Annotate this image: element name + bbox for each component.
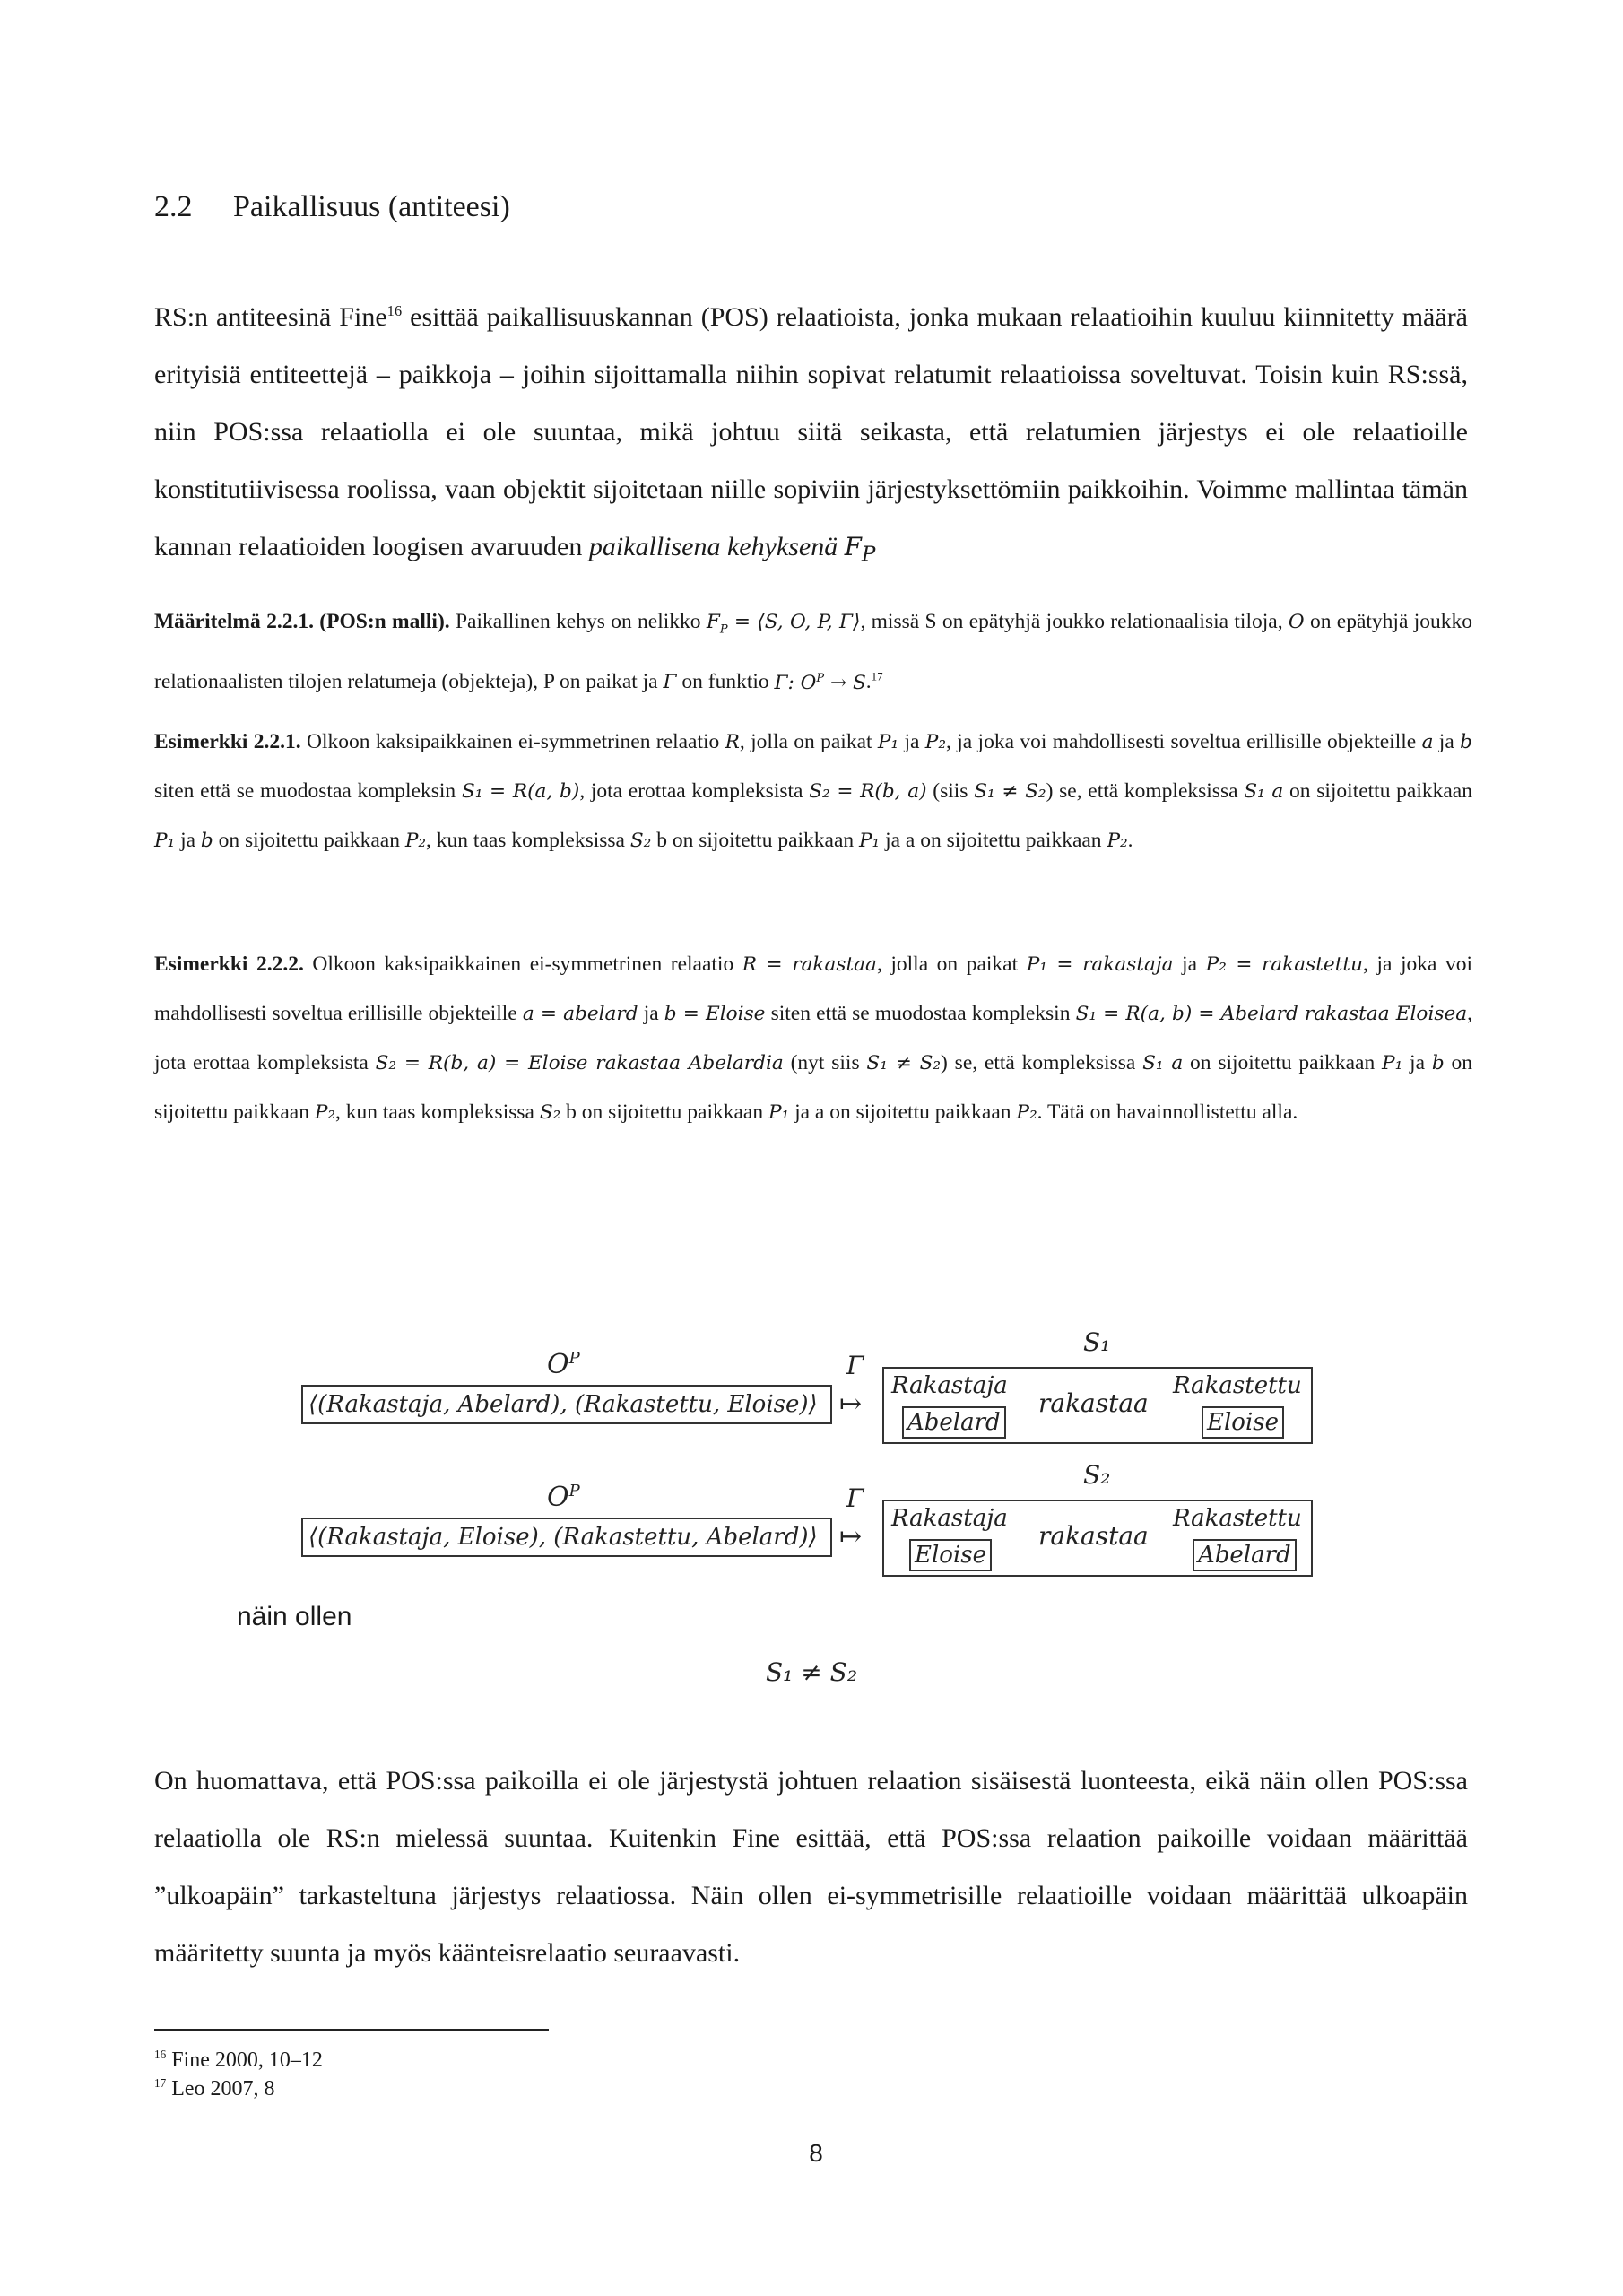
example-1-block: Esimerkki 2.2.1. Olkoon kaksipaikkainen ei-symmetrinen relaatio R, jolla on paikat P₁ ja P₂, ja joka voi mahdollisesti soveltua erillisille objekteille a ja b siten että se muodostaa kompleksin S₁ = R(a, b), jota erottaa kompleksista S₂ = R(b, a) (siis S₁ ≠ S₂) se, että kompleksissa S₁ a on sijoitettu paikkaan P₁ ja b on sijoitettu paikkaan P₂, kun taas kompleksissa S₂ b on sijoitettu paikkaan P₁ ja a on sijoitettu paikkaan P₂. <box>154 730 1472 852</box>
object-box: Abelard <box>1193 1539 1297 1571</box>
maps-to-arrow: ↦ <box>839 1521 863 1552</box>
place-label: Rakastaja <box>891 1372 1008 1399</box>
example-label: Esimerkki 2.2.2. <box>154 952 304 976</box>
relation-label: rakastaa <box>1038 1388 1149 1418</box>
conclusion-expression: S₁ ≠ S₂ <box>766 1657 858 1687</box>
state-label: S₁ <box>1083 1327 1111 1357</box>
example-label: Esimerkki 2.2.1. <box>154 730 301 753</box>
math-expression: Γ <box>663 671 677 694</box>
math-expression: O <box>1288 611 1305 633</box>
math-expression: Γ: $O^P \to S$ <box>774 671 866 694</box>
footnote-ref[interactable]: 16 <box>386 302 403 319</box>
body-paragraph: On huomattava, että POS:ssa paikoilla ei ole järjestystä johtuen relaation sisäisestä luonteesta, eikä näin ollen POS:ssa relaatiolla ole RS:n mielessä suuntaa. Kuitenkin Fine esittää, että POS:ssa relaation paikoille voidaan määrittää ”ulkoapäin” tarkasteltuna järjestys relaatiossa. Näin ollen ei-symmetrisille relaatioille voidaan määrittää ulkoapäin määritetty suunta ja myös käänteisrelaatio seuraavasti. <box>154 1766 1468 1968</box>
op-label: $O^P$ <box>547 1349 580 1380</box>
example-2-block: Esimerkki 2.2.2. Olkoon kaksipaikkainen ei-symmetrinen relaatio R = rakastaa, jolla on paikat P₁ = rakastaja ja P₂ = rakastettu, ja joka voi mahdollisesti soveltua erillisille objekteille a = abelard ja b = Eloise siten että se muodostaa kompleksin S₁ = R(a, b) = Abelard rakastaa Eloisea, jota erottaa kompleksista S₂ = R(b, a) = Eloise rakastaa Abelardia (nyt siis S₁ ≠ S₂) se, että kompleksissa S₁ a on sijoitettu paikkaan P₁ ja b on sijoitettu paikkaan P₂, kun taas kompleksissa S₂ b on sijoitettu paikkaan P₁ ja a on sijoitettu paikkaan P₂. Tätä on havainnollistettu alla. <box>154 952 1472 1124</box>
state-label: S₂ <box>1083 1460 1111 1490</box>
footnote-ref[interactable]: 17 <box>871 669 883 683</box>
section-title: Paikallisuus (antiteesi) <box>233 190 510 223</box>
gamma-label: Γ <box>846 1351 864 1380</box>
text-span: . <box>865 670 872 694</box>
intro-paragraph <box>154 289 1468 584</box>
place-label: Rakastettu <box>1173 1372 1302 1399</box>
section-heading <box>154 190 510 224</box>
math-expression: $F_P$ = ⟨S, O, P, Γ⟩ <box>706 611 861 637</box>
text-span: on funktio <box>676 670 775 694</box>
footnote-17: $^{17}$ Leo 2007, 8 <box>154 2076 275 2100</box>
math-symbol: $F_P$ <box>844 532 876 567</box>
section-number: 2.2 <box>154 190 193 223</box>
relation-label: rakastaa <box>1038 1521 1149 1551</box>
definition-label: Määritelmä 2.2.1. (POS:n malli). <box>154 610 450 633</box>
maps-to-arrow: ↦ <box>839 1388 863 1420</box>
tuple-box: ⟨(Rakastaja, Eloise), (Rakastettu, Abelard)⟩ <box>301 1518 832 1557</box>
op-label: $O^P$ <box>547 1482 580 1513</box>
text-span: RS:n antiteesinä Fine <box>154 302 387 332</box>
text-span: on epätyhjä joukko relationaalisten tilojen relatumeja (objekteja), P on paikat ja <box>154 610 1472 694</box>
footnote-separator <box>154 2029 549 2031</box>
object-box: Eloise <box>1202 1406 1284 1439</box>
place-label: Rakastettu <box>1173 1505 1302 1532</box>
place-label: Rakastaja <box>891 1505 1008 1532</box>
page-number: 8 <box>809 2139 823 2167</box>
tuple-box: ⟨(Rakastaja, Abelard), (Rakastettu, Eloise)⟩ <box>301 1385 832 1424</box>
text-span: , missä S on epätyhjä joukko relationaalisia tiloja, <box>860 610 1289 633</box>
state-box <box>882 1367 1313 1444</box>
object-box: Abelard <box>902 1406 1006 1439</box>
conclusion-label: näin ollen <box>237 1602 352 1631</box>
state-box <box>882 1500 1313 1577</box>
gamma-label: Γ <box>846 1483 864 1513</box>
definition-block <box>154 597 1472 708</box>
footnote-16: $^{16}$ Fine 2000, 10–12 <box>154 2048 323 2072</box>
text-span: esittää paikallisuuskannan (POS) relaatioista, jonka mukaan relaatioihin kuuluu kiinnitetty määrä erityisiä entiteettejä – paikkoja – joihin sijoittamalla niihin sopivat relatumit relaatioissa soveltuvat. Toisin kuin RS:ssä, niin POS:ssa relaatiolla ei ole suuntaa, mikä johtuu siitä seikasta, että relatumien järjestys ei ole relaatioille konstitutiivisessa roolissa, vaan objektit sijoitetaan niille sopiviin järjestyksettömiin paikkoihin. Voimme mallintaa tämän kannan relaatioiden loogisen avaruuden <box>154 302 1468 561</box>
object-box: Eloise <box>909 1539 992 1571</box>
italic-term: paikallisena kehyksenä <box>588 532 838 561</box>
text-span: Paikallinen kehys on nelikko <box>449 610 707 633</box>
